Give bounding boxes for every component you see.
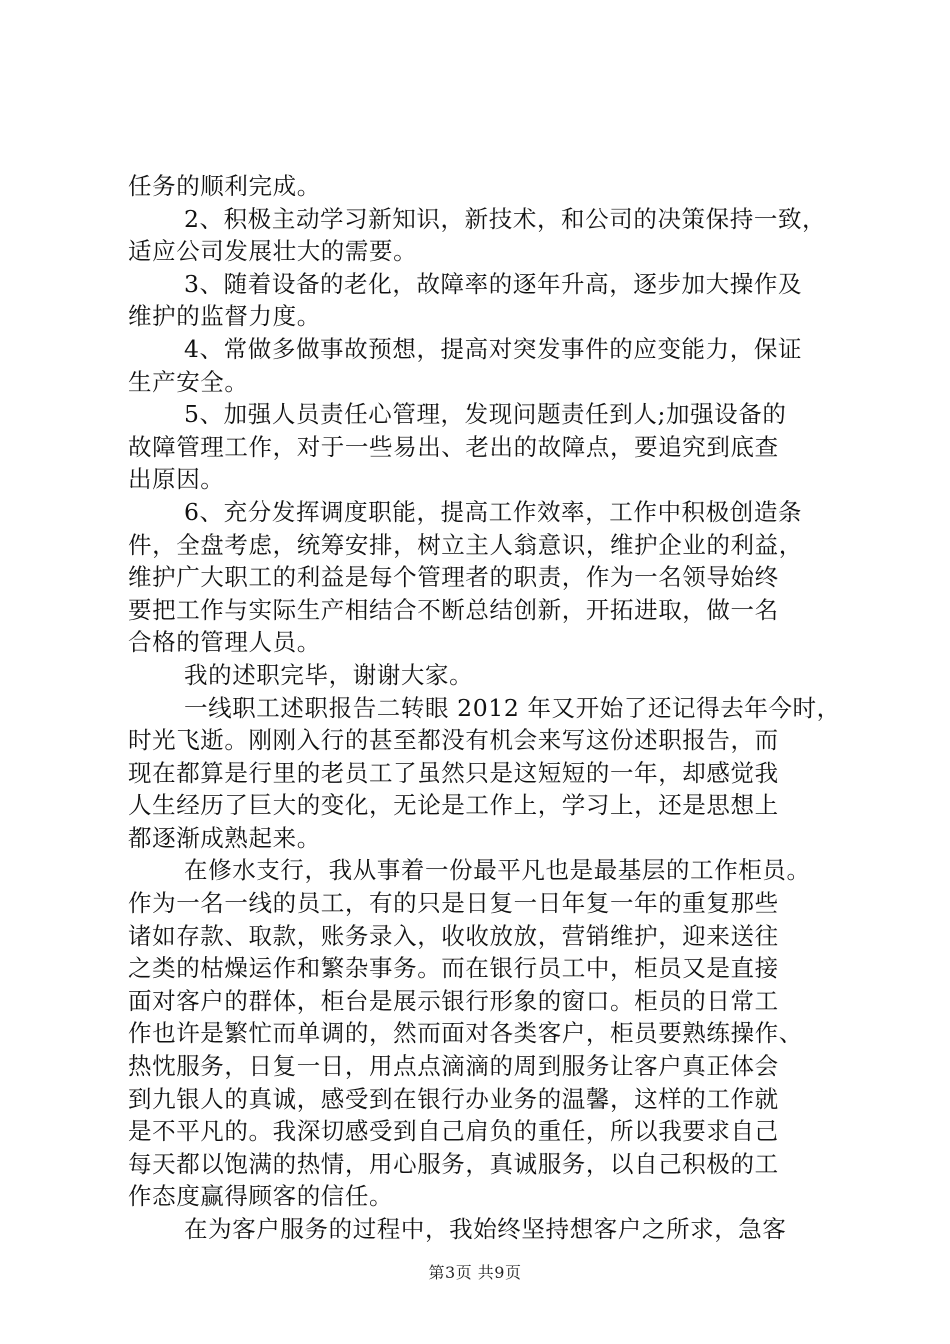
text-line: 作态度赢得顾客的信任。 <box>128 1182 394 1211</box>
text-line: 都逐渐成熟起来。 <box>128 823 321 852</box>
text-line: 要把工作与实际生产相结合不断总结创新，开拓进取，做一名 <box>128 595 779 624</box>
text-line: 出原因。 <box>128 465 225 494</box>
text-line: 现在都算是行里的老员工了虽然只是这短短的一年，却感觉我 <box>128 758 779 787</box>
text-line: 在修水支行，我从事着一份最平凡也是最基层的工作柜员。 <box>184 856 811 885</box>
text-line: 适应公司发展壮大的需要。 <box>128 237 418 266</box>
text-line: 是不平凡的。我深切感受到自己肩负的重任，所以我要求自己 <box>128 1117 779 1146</box>
text-line: 诸如存款、取款，账务录入，收收放放，营销维护，迎来送往 <box>128 921 779 950</box>
text-line: 维护的监督力度。 <box>128 302 321 331</box>
text-line: 任务的顺利完成。 <box>128 172 321 200</box>
text-line: 我的述职完毕，谢谢大家。 <box>184 660 474 689</box>
text-line: 作也许是繁忙而单调的，然而面对各类客户，柜员要熟练操作、 <box>128 1019 803 1048</box>
text-line: 热忱服务，日复一日，用点点滴滴的周到服务让客户真正体会 <box>128 1052 779 1081</box>
text-line: 作为一名一线的员工，有的只是日复一日年复一年的重复那些 <box>128 889 779 918</box>
document-body <box>128 170 841 1246</box>
text-line: 之类的枯燥运作和繁杂事务。而在银行员工中，柜员又是直接 <box>128 954 779 983</box>
text-line: 2、积极主动学习新知识，新技术，和公司的决策保持一致， <box>184 204 827 233</box>
page-footer: 第3页 共9页 <box>428 1263 522 1282</box>
text-line: 5、加强人员责任心管理，发现问题责任到人;加强设备的 <box>184 400 787 429</box>
text-line: 在为客户服务的过程中，我始终坚持想客户之所求，急客 <box>184 1215 787 1243</box>
text-line: 面对客户的群体，柜台是展示银行形象的窗口。柜员的日常工 <box>128 986 779 1015</box>
text-line: 4、常做多做事故预想，提高对突发事件的应变能力，保证 <box>184 334 803 363</box>
text-line: 合格的管理人员。 <box>128 628 321 657</box>
text-line: 每天都以饱满的热情，用心服务，真诚服务，以自己积极的工 <box>128 1149 779 1178</box>
text-line: 件，全盘考虑，统筹安排，树立主人翁意识，维护企业的利益， <box>128 530 803 559</box>
text-line: 6、充分发挥调度职能，提高工作效率，工作中积极创造条 <box>184 497 803 526</box>
text-line: 3、随着设备的老化，故障率的逐年升高，逐步加大操作及 <box>184 269 803 298</box>
text-line: 到九银人的真诚，感受到在银行办业务的温馨，这样的工作就 <box>128 1084 779 1113</box>
text-line: 生产安全。 <box>128 367 249 396</box>
text-line: 故障管理工作，对于一些易出、老出的故障点，要追究到底查 <box>128 432 779 461</box>
text-line: 人生经历了巨大的变化，无论是工作上，学习上，还是思想上 <box>128 791 779 820</box>
text-line: 一线职工述职报告二转眼 2012 年又开始了还记得去年今时， <box>184 693 841 722</box>
text-line: 时光飞逝。刚刚入行的甚至都没有机会来写这份述职报告，而 <box>128 726 779 755</box>
text-line: 维护广大职工的利益是每个管理者的职责，作为一名领导始终 <box>128 563 779 592</box>
